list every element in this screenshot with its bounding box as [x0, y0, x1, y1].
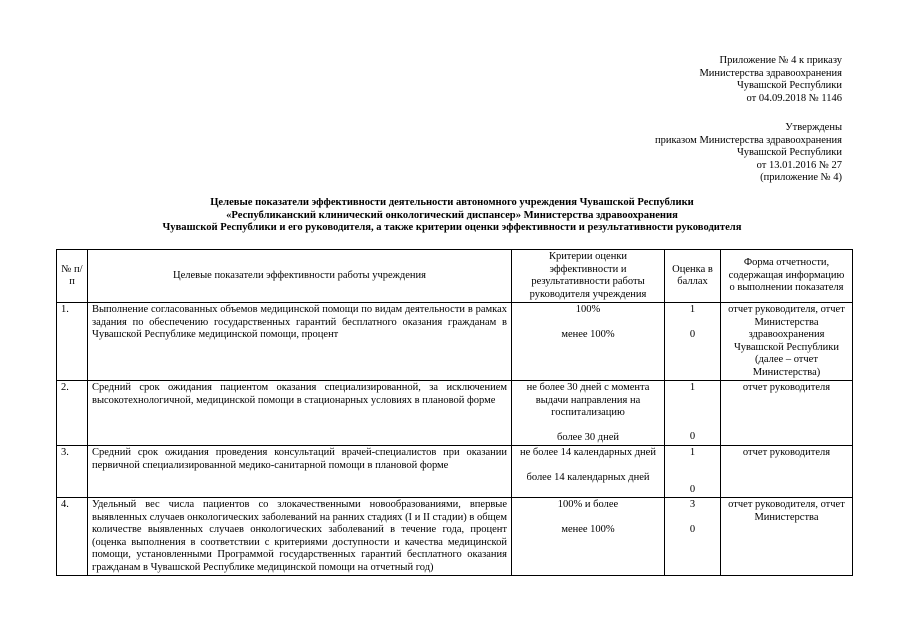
title-line: Чувашской Республики и его руководителя, а также критерии оценки эффективности и результативности руководителя	[162, 222, 742, 233]
table-row	[57, 446, 853, 498]
row-indicator: Средний срок ожидания проведения консультаций врачей-специалистов при оказании первичной специализированной медико-санитарной помощи в плановой форме	[88, 446, 512, 498]
row-report: отчет руководителя	[721, 381, 853, 446]
header-criteria: Критерии оценки эффективности и результативности работы руководителя учреждения	[512, 250, 665, 303]
criteria-not-met: менее 100%	[561, 523, 615, 535]
row-indicator: Выполнение согласованных объемов медицинской помощи по видам деятельности в рамках задания по обеспечению государственных гарантий бесплатного оказания гражданам в Чувашской Республике медицинской помощи, процент	[88, 303, 512, 381]
row-criteria	[512, 381, 665, 446]
approval-line: от 13.01.2016 № 27	[756, 159, 842, 171]
approval-line: (приложение № 4)	[760, 172, 842, 183]
row-num: 4.	[57, 498, 88, 576]
criteria-met: не более 30 дней с момента выдачи направления на госпитализацию	[526, 382, 650, 418]
table-header-row	[57, 250, 853, 303]
row-indicator: Удельный вес числа пациентов со злокачественными новообразованиями, впервые выявленных случаев онкологических заболеваний на ранних стадиях (I и II стадии) в общем количестве выявленных случаев онкологических заболеваний в течение года, процент (оценка выполнения в соответствии с критериями доступности и качества медицинской помощи, установленными Программой государственных гарантий бесплатного оказания гражданам в Чувашской Республике медицинской помощи на отчетный год)	[88, 498, 512, 576]
appendix-line: Министерства здравоохранения	[699, 67, 842, 79]
approval-header	[655, 122, 842, 185]
row-score	[665, 381, 721, 446]
score-not-met: 0	[689, 430, 696, 442]
approval-line: Утверждены	[785, 122, 842, 133]
appendix-header	[699, 55, 842, 105]
criteria-met: 100%	[575, 304, 601, 315]
row-num: 2.	[57, 381, 88, 446]
row-report: отчет руководителя, отчет Министерства здравоохранения Чувашской Республики (далее – отчет Министерства)	[721, 303, 853, 381]
header-num: № п/п	[57, 250, 88, 303]
indicators-table	[56, 249, 853, 576]
header-report: Форма отчетности, содержащая информацию о выполнении показателя	[721, 250, 853, 303]
row-score	[665, 303, 721, 381]
appendix-line: Приложение № 4 к приказу	[719, 55, 842, 66]
row-criteria	[512, 446, 665, 498]
score-met: 1	[689, 382, 696, 393]
criteria-not-met: более 14 календарных дней	[526, 471, 650, 483]
score-met: 1	[689, 304, 696, 315]
score-met: 1	[689, 447, 696, 458]
row-num: 3.	[57, 446, 88, 498]
header-score: Оценка в баллах	[665, 250, 721, 303]
table-row	[57, 381, 853, 446]
row-indicator: Средний срок ожидания пациентом оказания специализированной, за исключением высокотехнологичной, медицинской помощи в стационарных условиях в плановой форме	[88, 381, 512, 446]
header-indicator: Целевые показатели эффективности работы учреждения	[88, 250, 512, 303]
score-not-met: 0	[689, 328, 696, 340]
row-criteria	[512, 498, 665, 576]
row-score	[665, 446, 721, 498]
row-score	[665, 498, 721, 576]
criteria-not-met: более 30 дней	[556, 431, 619, 443]
row-num: 1.	[57, 303, 88, 381]
criteria-met: не более 14 календарных дней	[520, 447, 656, 458]
row-criteria	[512, 303, 665, 381]
title-line: «Республиканский клинический онкологический диспансер» Министерства здравоохранения	[226, 209, 678, 221]
criteria-met: 100% и более	[557, 499, 619, 510]
score-met: 3	[689, 499, 696, 510]
appendix-line: Чувашской Республики	[736, 80, 842, 91]
approval-line: Чувашской Республики	[736, 147, 842, 158]
title-line: Целевые показатели эффективности деятельности автономного учреждения Чувашской Республики	[210, 197, 694, 208]
appendix-line: от 04.09.2018 № 1146	[746, 92, 842, 104]
row-report: отчет руководителя, отчет Министерства	[721, 498, 853, 576]
score-not-met: 0	[689, 523, 696, 535]
row-report: отчет руководителя	[721, 446, 853, 498]
approval-line: приказом Министерства здравоохранения	[654, 134, 842, 146]
table-row	[57, 498, 853, 576]
table-row	[57, 303, 853, 381]
criteria-not-met: менее 100%	[561, 328, 615, 340]
document-title	[40, 197, 864, 235]
score-not-met: 0	[689, 483, 696, 495]
